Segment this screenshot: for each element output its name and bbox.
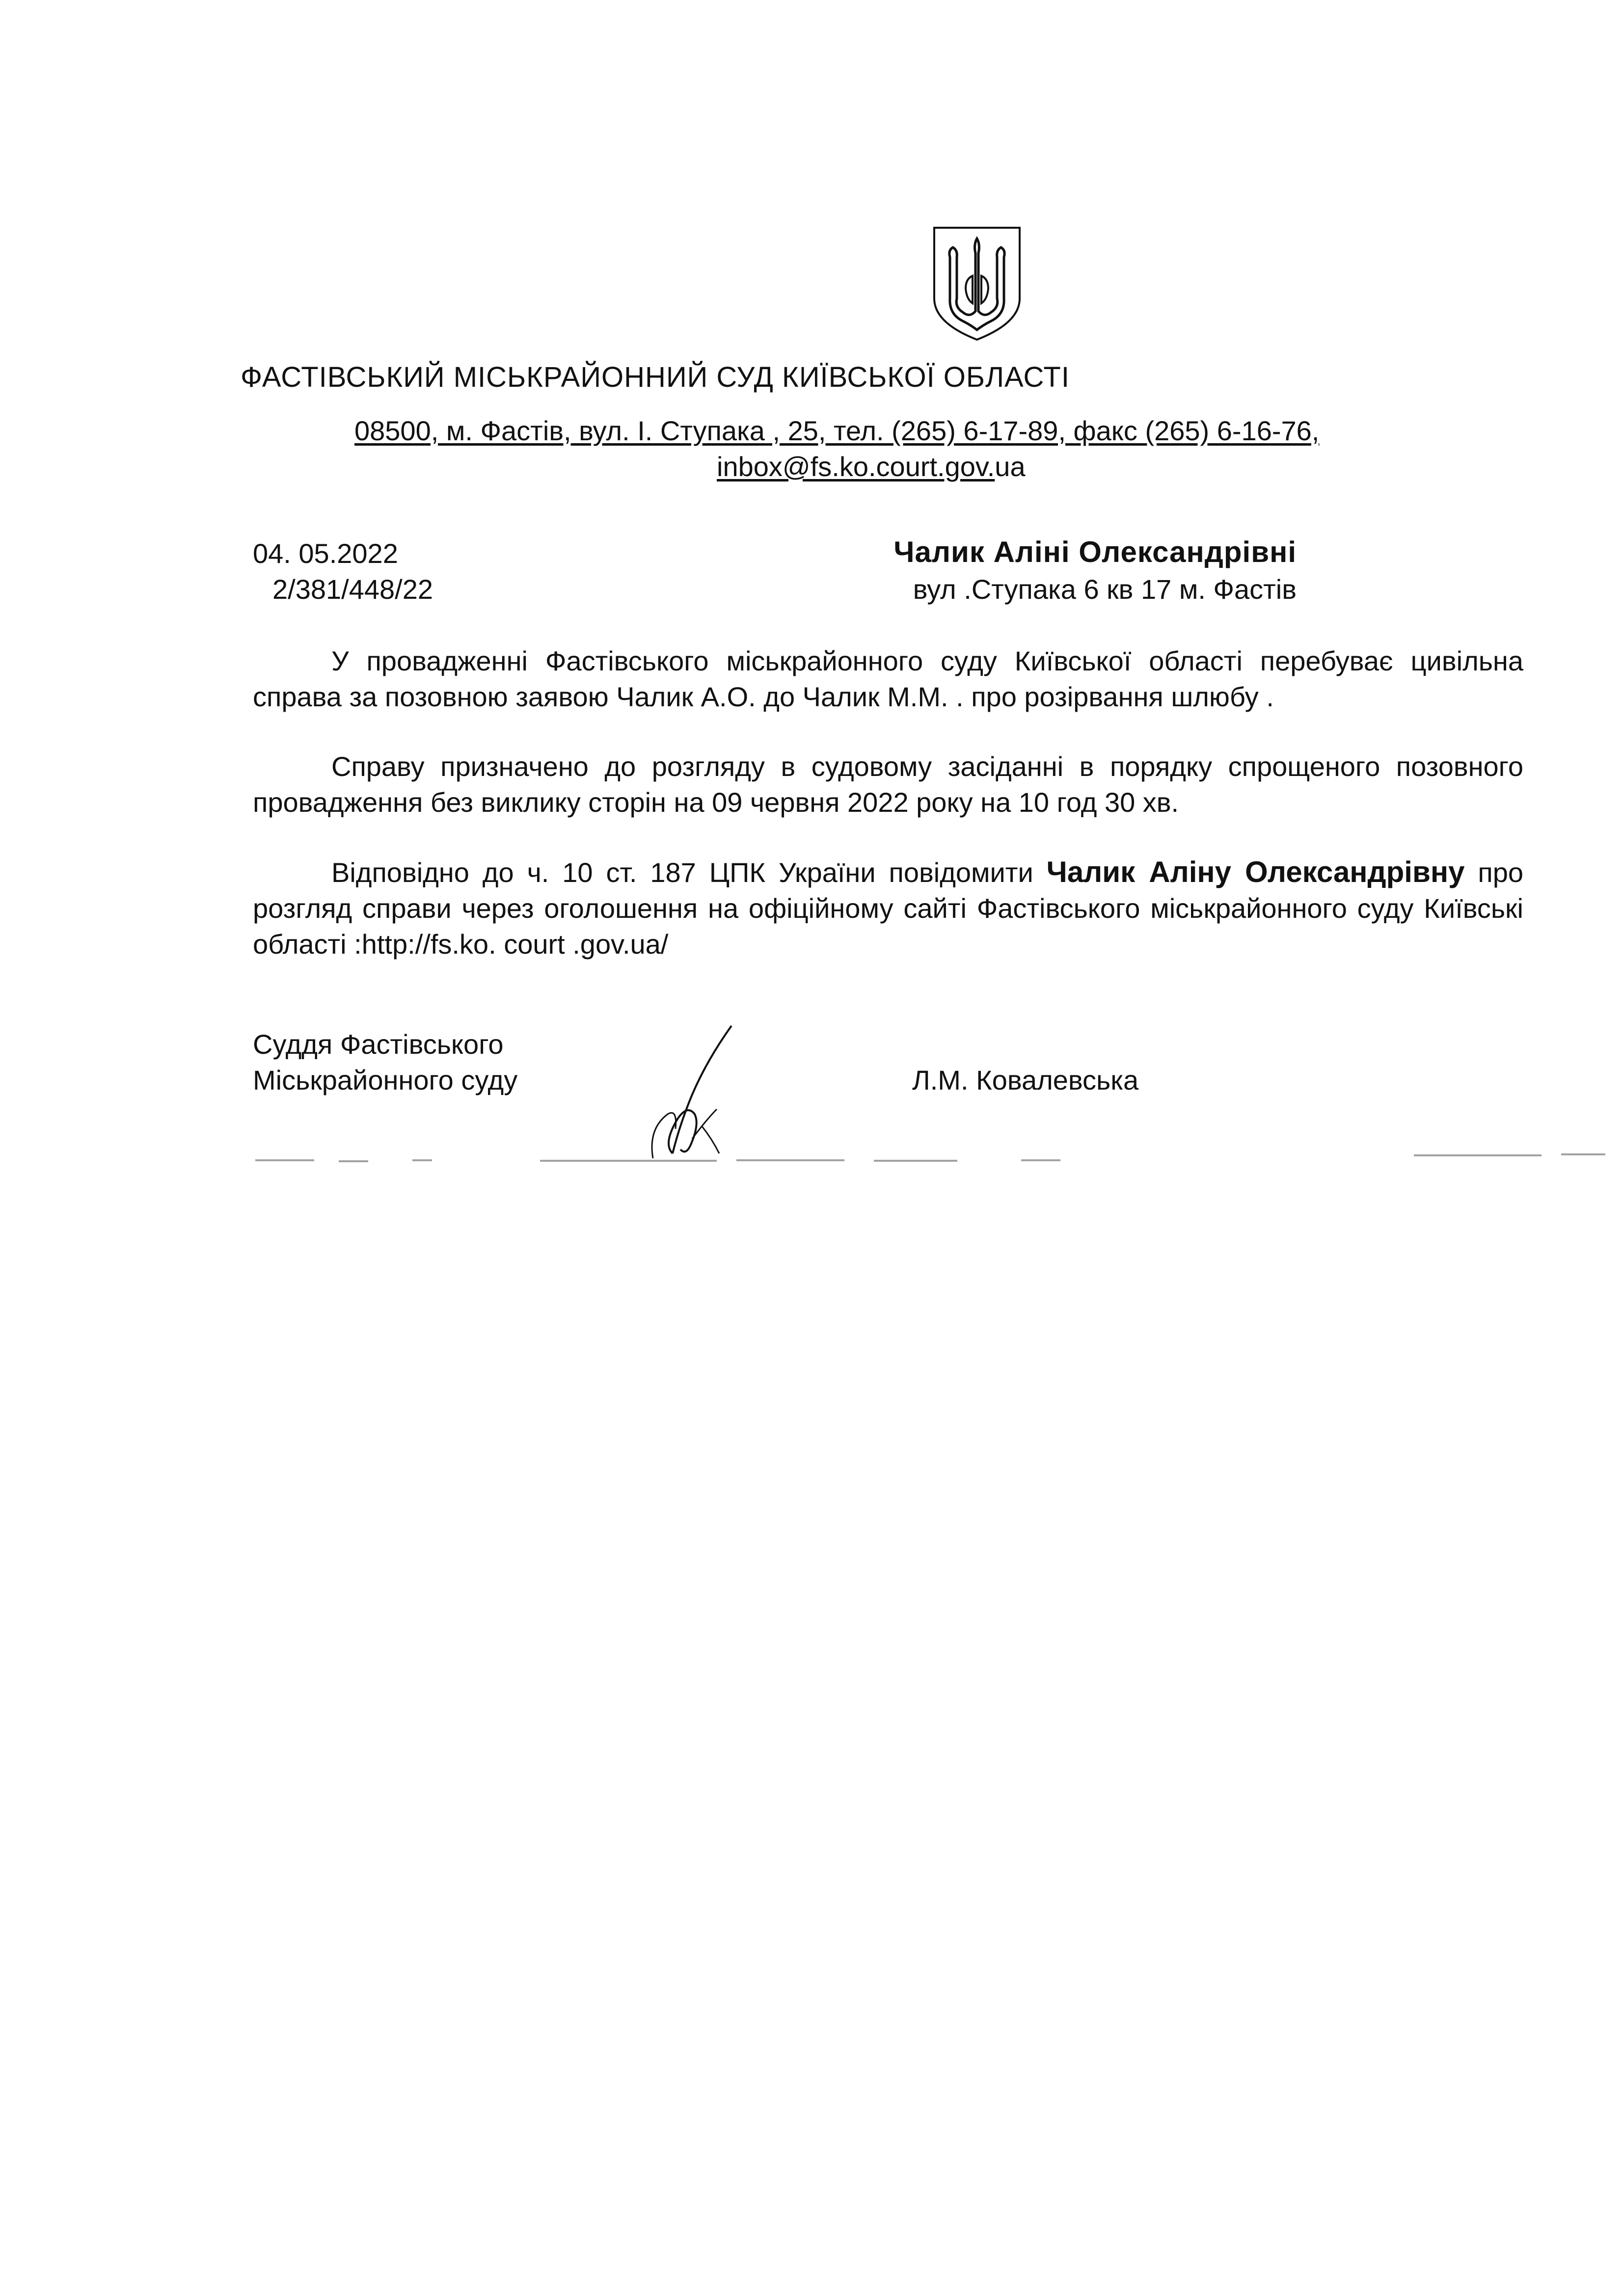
court-name: ФАСТІВСЬКИЙ МІСЬКРАЙОННИЙ СУД КИЇВСЬКОЇ ОБЛАСТІ bbox=[241, 361, 1070, 393]
judge-title-line-2: Міськрайонного суду bbox=[253, 1065, 518, 1095]
paragraph-1-text: У провадженні Фастівського міськрайонного суду Київської області перебуває цивільна справа за позовною заявою Чалик А.О. до Чалик М.М. . про розірвання шлюбу . bbox=[253, 645, 1523, 712]
scan-artifact-line bbox=[874, 1160, 957, 1162]
judge-title-line-1: Суддя Фастівського bbox=[253, 1029, 504, 1060]
letter-date: 04. 05.2022 bbox=[253, 538, 398, 569]
scan-artifact-line bbox=[339, 1160, 368, 1162]
body-paragraph-1 bbox=[253, 643, 1523, 715]
scan-artifact-line bbox=[1414, 1154, 1542, 1156]
court-email-tail: ua bbox=[995, 451, 1026, 482]
scan-artifact-line bbox=[255, 1159, 314, 1161]
court-email bbox=[717, 451, 1026, 482]
paragraph-3-start: Відповідно до ч. 10 ст. 187 ЦПК України повідомити bbox=[331, 857, 1047, 888]
coat-of-arms-icon bbox=[930, 225, 1024, 343]
court-email-link[interactable]: inbox@fs.ko.court.gov. bbox=[717, 451, 995, 482]
recipient-name: Чалик Аліні Олександрівні bbox=[893, 535, 1297, 568]
scan-artifact-line bbox=[412, 1159, 432, 1161]
reference-number: 2/381/448/22 bbox=[272, 574, 433, 605]
scan-artifact-line bbox=[736, 1159, 844, 1161]
paragraph-3-end: про розгляд справи через оголошення на офіційному сайті Фастівського міськрайонного суду Київські області :http://fs.ko. court .gov.ua/ bbox=[253, 857, 1523, 960]
signature-icon bbox=[633, 1021, 741, 1168]
body-paragraph-3 bbox=[253, 854, 1523, 962]
scan-artifact-line bbox=[1021, 1159, 1060, 1161]
scan-artifact-line bbox=[540, 1160, 717, 1162]
judge-name: Л.М. Ковалевська bbox=[912, 1065, 1139, 1095]
scan-artifact-line bbox=[1561, 1153, 1605, 1155]
paragraph-3-bold-name: Чалик Аліну Олександрівну bbox=[1046, 855, 1465, 888]
court-address: 08500, м. Фастів, вул. І. Ступака , 25, тел. (265) 6-17-89, факс (265) 6-16-76, bbox=[354, 415, 1320, 446]
paragraph-2-text: Справу призначено до розгляду в судовому засіданні в порядку спрощеного позовного провадження без виклику сторін на 09 червня 2022 року на 10 год 30 хв. bbox=[253, 751, 1523, 818]
body-paragraph-2 bbox=[253, 748, 1523, 820]
recipient-address: вул .Ступака 6 кв 17 м. Фастів bbox=[913, 574, 1297, 605]
